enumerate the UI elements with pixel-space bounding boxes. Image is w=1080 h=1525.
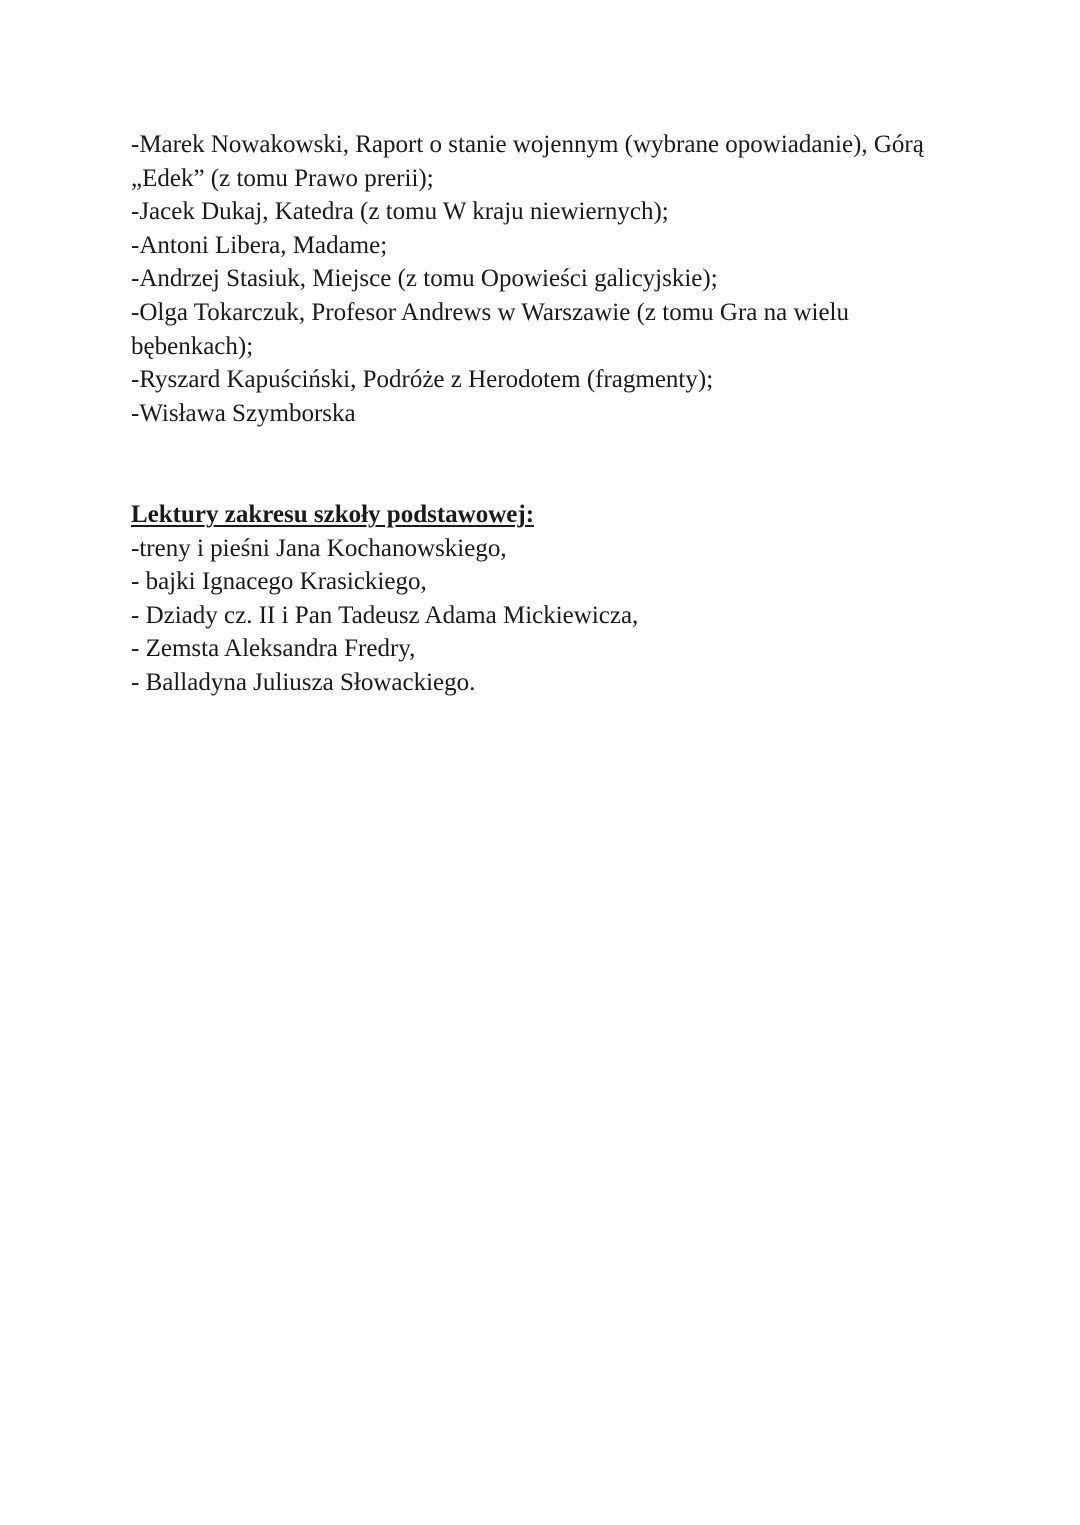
list-line: -treny i pieśni Jana Kochanowskiego,: [131, 534, 507, 562]
list-line: -Olga Tokarczuk, Profesor Andrews w Warszawie (z tomu Gra na wielu: [131, 298, 850, 326]
list-line: - Zemsta Aleksandra Fredry,: [131, 635, 416, 663]
list-line: - Balladyna Juliusza Słowackiego.: [131, 668, 476, 696]
reading-list-continued: [131, 128, 951, 430]
list-line: -Ryszard Kapuściński, Podróże z Herodotem (fragmenty);: [131, 366, 714, 394]
section-heading: Lektury zakresu szkoły podstawowej:: [131, 501, 535, 528]
primary-school-readings: [131, 498, 951, 700]
list-line: -Antoni Libera, Madame;: [131, 231, 388, 259]
list-line: - bajki Ignacego Krasickiego,: [131, 568, 427, 596]
list-line: bębenkach);: [131, 332, 254, 360]
list-line: -Andrzej Stasiuk, Miejsce (z tomu Opowieści galicyjskie);: [131, 265, 718, 293]
list-line: -Marek Nowakowski, Raport o stanie wojennym (wybrane opowiadanie), Górą: [131, 131, 924, 158]
list-line: -Jacek Dukaj, Katedra (z tomu W kraju niewiernych);: [131, 198, 669, 226]
list-line: - Dziady cz. II i Pan Tadeusz Adama Mickiewicza,: [131, 601, 639, 629]
list-line: „Edek” (z tomu Prawo prerii);: [131, 164, 434, 192]
list-line: -Wisława Szymborska: [131, 399, 356, 427]
